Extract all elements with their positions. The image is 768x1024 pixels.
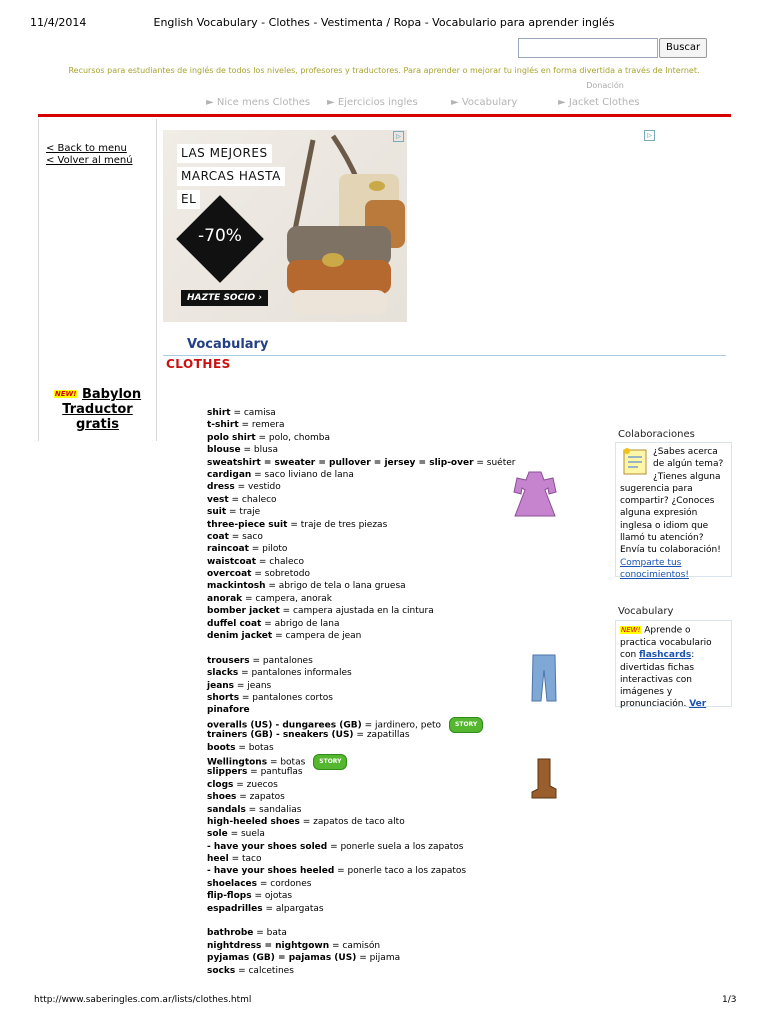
left-sidebar — [38, 119, 157, 441]
vocab-translation: = zapatos — [236, 792, 285, 803]
nav-link-vocabulary[interactable]: ► Vocabulary — [451, 97, 518, 108]
vocab-translation: = ojotas — [251, 891, 293, 902]
adchoice-icon[interactable]: ▷ — [393, 131, 404, 142]
dress-image — [511, 470, 559, 520]
vocab-text-2: : divertidas fichas interactivas con imágenes y pronunciación. — [620, 650, 695, 710]
vocab-term: nightdress = nightgown — [207, 940, 330, 951]
story-button[interactable]: STORY — [449, 717, 483, 733]
vocab-term: overalls (US) - dungarees (GB) — [207, 720, 362, 731]
vocab-translation: = suéter — [473, 457, 516, 468]
new-badge: NEW! — [54, 390, 77, 398]
vocab-entry — [207, 779, 507, 791]
vocab-translation: = sobretodo — [251, 569, 310, 580]
print-date: 11/4/2014 — [30, 16, 87, 29]
donacion-link[interactable]: Donación — [586, 81, 624, 90]
vocab-term: socks — [207, 965, 236, 976]
babylon-line-3: gratis — [76, 417, 119, 432]
vocab-entry — [207, 692, 507, 704]
vocab-term: dress — [207, 482, 235, 493]
vocab-entry — [207, 630, 507, 642]
vocab-entry — [207, 680, 507, 692]
vocab-entry — [207, 444, 507, 456]
vocab-term: slippers — [207, 767, 248, 778]
vocab-entry — [207, 556, 507, 568]
colaboraciones-heading: Colaboraciones — [618, 429, 695, 440]
back-to-menu-link[interactable]: < Back to menu — [46, 143, 127, 154]
vocab-entry — [207, 432, 507, 444]
vocab-term: sandals — [207, 804, 246, 815]
vocab-entry — [207, 655, 507, 667]
vocab-translation: = abrigo de lana — [261, 618, 340, 629]
vocab-translation: = polo, chomba — [255, 432, 330, 443]
nav-link-jacket-clothes[interactable]: ► Jacket Clothes — [558, 97, 640, 108]
vocab-term: shorts — [207, 692, 240, 703]
ad-line-3: EL — [177, 190, 200, 209]
flashcards-link[interactable]: flashcards — [639, 650, 692, 661]
vocab-term: espadrilles — [207, 903, 263, 914]
vocab-term: trainers (GB) - sneakers (US) — [207, 730, 354, 741]
vocab-entry — [207, 704, 507, 716]
vocab-term: bomber jacket — [207, 606, 280, 617]
vocab-term: Wellingtons — [207, 757, 268, 768]
vocab-translation: = campera ajustada en la cintura — [279, 606, 434, 617]
vocab-translation: = traje de tres piezas — [287, 519, 388, 530]
search-input[interactable] — [518, 38, 658, 58]
vocab-entry — [207, 605, 507, 617]
vocab-entry — [207, 519, 507, 531]
section-divider — [163, 355, 726, 356]
vocab-term: coat — [207, 531, 229, 542]
vocab-translation: = camisón — [329, 940, 381, 951]
story-button[interactable]: STORY — [313, 754, 347, 770]
boot-image — [528, 758, 558, 800]
vocab-translation: = piloto — [248, 544, 288, 555]
colaboraciones-text: ¿Sabes acerca de algún tema? ¿Tienes alguna sugerencia para compartir? ¿Conoces alguna expresión inglesa o idiom que llamó tu atención? Envía tu colaboración! — [620, 447, 724, 556]
vocab-entry — [207, 506, 507, 518]
print-title: English Vocabulary - Clothes - Vestimenta / Ropa - Vocabulario para aprender inglés — [153, 16, 615, 29]
vocab-translation: = jeans — [234, 680, 272, 691]
ad-banner[interactable] — [163, 130, 407, 322]
vocab-term: sweatshirt = sweater = pullover = jersey = slip-over — [207, 457, 474, 468]
vocab-term: anorak — [207, 593, 243, 604]
vocab-translation: = pantalones cortos — [239, 692, 333, 703]
vocab-entry — [207, 804, 507, 816]
babylon-line-1: Babylon — [81, 387, 142, 402]
vocab-term: flip-flops — [207, 891, 252, 902]
vocab-entry — [207, 878, 507, 890]
vocab-translation: = ponerle suela a los zapatos — [327, 841, 464, 852]
vocab-term: suit — [207, 507, 227, 518]
notepad-icon — [620, 446, 650, 476]
vocab-translation: = vestido — [234, 482, 281, 493]
vocab-translation: = abrigo de tela o lana gruesa — [265, 581, 406, 592]
vocab-translation: = botas — [267, 757, 306, 768]
vocab-translation: = pantalones — [249, 655, 313, 666]
vocab-term: shirt — [207, 408, 231, 418]
site-tagline: Recursos para estudiantes de inglés de todos los niveles, profesores y traductores. Para aprender o mejorar tu inglés en forma divertida a través de Internet. — [68, 66, 700, 75]
vocab-translation: = jardinero, peto — [361, 720, 442, 731]
vocab-term: - have your shoes heeled — [207, 866, 335, 877]
vocab-entry — [207, 481, 507, 493]
vocab-term: denim jacket — [207, 631, 273, 642]
vocabulary-box — [615, 620, 732, 710]
vocab-term: raincoat — [207, 544, 249, 555]
vocab-term: heel — [207, 854, 229, 865]
ad-discount: -70% — [198, 226, 242, 246]
vocab-term: bathrobe — [207, 928, 254, 939]
vocab-entry — [207, 667, 507, 679]
vocab-term: jeans — [207, 680, 235, 691]
ver-link[interactable]: Ver — [689, 699, 707, 710]
search-button[interactable]: Buscar — [659, 38, 707, 58]
page-number: 1/3 — [722, 995, 737, 1005]
vocab-translation: = camisa — [230, 408, 276, 418]
vocab-text-1: Aprende o practica vocabulario con — [620, 625, 712, 661]
nav-link-ejercicios-ingles[interactable]: ► Ejercicios ingles — [327, 97, 418, 108]
vocab-translation: = saco — [228, 531, 263, 542]
top-nav — [0, 97, 768, 111]
vocab-translation: = pantalones informales — [238, 668, 352, 679]
vocab-term: trousers — [207, 655, 250, 666]
vocab-term: blouse — [207, 445, 241, 456]
vocab-term: pyjamas (GB) = pajamas (US) — [207, 953, 357, 964]
vocab-entry — [207, 890, 507, 902]
vocab-term: boots — [207, 742, 236, 753]
comparte-link[interactable]: Comparte tus conocimientos! — [620, 557, 689, 580]
vocab-entry — [207, 965, 507, 977]
vocab-entry — [207, 816, 507, 828]
vocab-term: sole — [207, 829, 228, 840]
page-url: http://www.saberingles.com.ar/lists/clothes.html — [34, 995, 252, 1005]
babylon-translator-link[interactable] — [39, 387, 156, 432]
vocabulary-heading: Vocabulary — [618, 606, 674, 617]
vocab-term: high-heeled shoes — [207, 816, 300, 827]
handbag-image — [273, 130, 407, 322]
vocab-translation: = campera de jean — [272, 631, 362, 642]
vocab-term: mackintosh — [207, 581, 266, 592]
nav-link-nice-mens-clothes[interactable]: ► Nice mens Clothes — [206, 97, 311, 108]
vocab-entry — [207, 618, 507, 630]
vocab-translation: = remera — [238, 420, 285, 431]
vocab-entry — [207, 754, 507, 766]
ad-cta-button[interactable]: HAZTE SOCIO › — [181, 290, 268, 306]
vocab-entry — [207, 469, 507, 481]
vocab-term: polo shirt — [207, 432, 256, 443]
new-badge-vocab: NEW! — [621, 626, 641, 634]
vocab-translation: = suela — [227, 829, 265, 840]
vocab-term: pinafore — [207, 705, 250, 716]
header-divider — [38, 114, 731, 117]
vocab-entry — [207, 531, 507, 543]
ad-line-1: LAS MEJORES — [177, 144, 272, 163]
vocab-entry — [207, 791, 507, 803]
vocab-translation: = chaleco — [256, 556, 304, 567]
vocab-entry — [207, 407, 507, 419]
vocab-translation: = zapatillas — [353, 730, 410, 741]
vocab-translation: = chaleco — [228, 494, 277, 505]
vocab-translation: = sandalias — [245, 804, 302, 815]
vocab-entry — [207, 457, 516, 469]
vocab-term: t-shirt — [207, 420, 239, 431]
vocab-term: clogs — [207, 779, 234, 790]
vocab-translation: = zapatos de taco alto — [299, 816, 405, 827]
vocab-translation: = blusa — [240, 445, 278, 456]
section-title: Vocabulary — [187, 337, 269, 352]
vocab-entry — [207, 742, 507, 754]
vocab-term: slacks — [207, 668, 239, 679]
vocab-entry — [207, 952, 507, 964]
vocab-term: vest — [207, 494, 229, 505]
volver-al-menu-link[interactable]: < Volver al menú — [46, 155, 133, 166]
vocab-entry — [207, 828, 507, 840]
print-header — [0, 16, 768, 32]
ad-line-2: MARCAS HASTA — [177, 167, 285, 186]
vocab-translation: = zuecos — [233, 779, 278, 790]
vocab-entry — [207, 853, 507, 865]
vocabulary-list — [207, 407, 516, 977]
vocab-entry — [207, 865, 507, 877]
vocab-translation: = saco liviano de lana — [251, 469, 354, 480]
vocab-entry — [207, 903, 507, 915]
vocab-entry — [207, 543, 507, 555]
vocab-term: overcoat — [207, 569, 252, 580]
vocab-translation: = campera, anorak — [242, 593, 333, 604]
vocab-entry — [207, 927, 507, 939]
colaboraciones-box — [615, 442, 732, 580]
vocab-spacer — [207, 642, 507, 654]
vocab-term: duffel coat — [207, 618, 262, 629]
vocab-translation: = pantuflas — [247, 767, 303, 778]
babylon-line-2: Traductor — [62, 402, 133, 417]
vocab-entry — [207, 841, 507, 853]
vocab-translation: = taco — [228, 854, 262, 865]
clothes-heading: CLOTHES — [166, 357, 231, 371]
vocab-term: three-piece suit — [207, 519, 288, 530]
vocab-entry — [207, 419, 507, 431]
vocab-term: cardigan — [207, 469, 252, 480]
vocab-translation: = traje — [226, 507, 261, 518]
vocab-translation: = bata — [253, 928, 287, 939]
vocab-translation: = pijama — [356, 953, 401, 964]
vocab-term: waistcoat — [207, 556, 257, 567]
vocab-term: shoes — [207, 792, 237, 803]
vocab-translation: = calcetines — [235, 965, 294, 976]
vocab-entry — [207, 580, 507, 592]
vocab-translation: = alpargatas — [262, 903, 324, 914]
adchoice-icon-right[interactable]: ▷ — [644, 130, 655, 141]
vocab-entry — [207, 494, 507, 506]
vocab-entry — [207, 940, 507, 952]
jeans-image — [530, 654, 558, 702]
vocab-entry — [207, 766, 507, 778]
vocab-term: - have your shoes soled — [207, 841, 328, 852]
vocab-translation: = botas — [235, 742, 274, 753]
vocab-term: shoelaces — [207, 878, 258, 889]
vocab-entry — [207, 568, 507, 580]
vocab-spacer — [207, 915, 507, 927]
vocab-translation: = cordones — [257, 878, 312, 889]
vocab-translation: = ponerle taco a los zapatos — [334, 866, 467, 877]
vocab-entry — [207, 717, 507, 729]
vocab-entry — [207, 593, 507, 605]
